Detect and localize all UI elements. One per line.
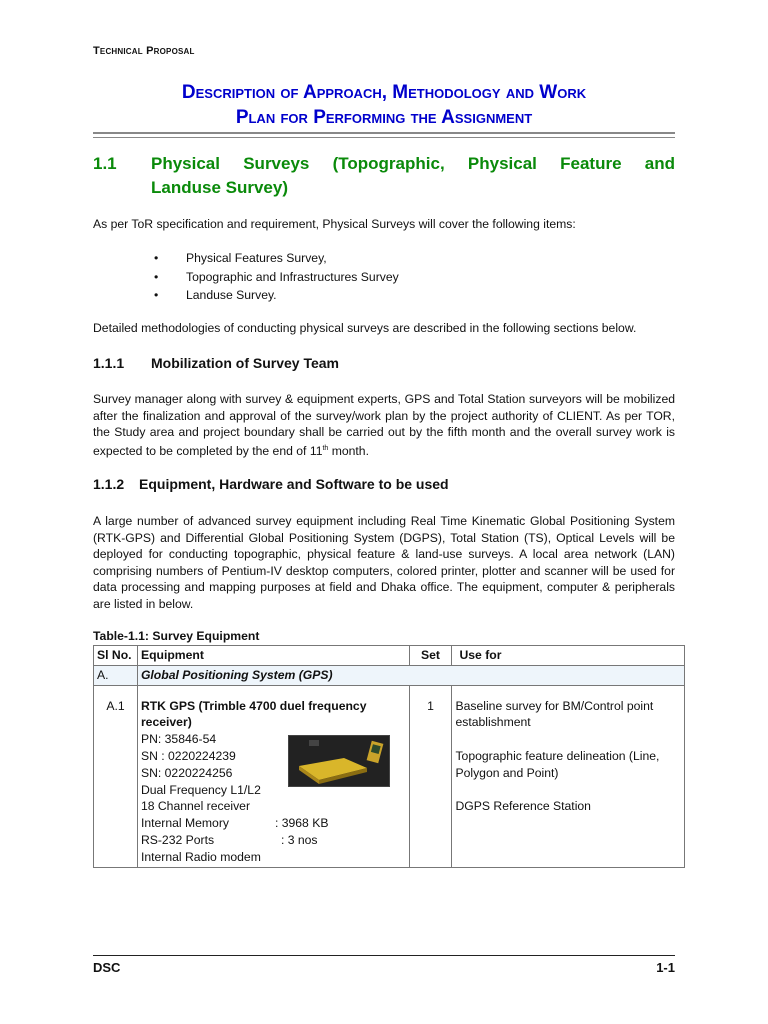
gps-receiver-image	[289, 736, 389, 786]
section-1-1-1-number: 1.1.1	[93, 355, 125, 371]
footer-page-number: 1-1	[656, 960, 675, 975]
section-1-1-number: 1.1	[93, 154, 117, 173]
superscript-th: th	[322, 444, 329, 452]
section-sl: A.	[94, 665, 138, 685]
mobilization-paragraph	[93, 391, 675, 459]
header-use-for: Use for	[452, 646, 685, 666]
page-title-line-2: Plan for Performing the Assignment	[235, 107, 533, 128]
gps-equipment-photo	[288, 735, 390, 787]
section-1-1-2-heading	[93, 476, 449, 492]
spec-line: SN: 0220224256	[140, 765, 233, 780]
spec-memory	[141, 815, 406, 832]
list-item: • Physical Features Survey,	[150, 249, 399, 268]
spec-line: PN: 35846-54	[140, 732, 217, 747]
page-title	[93, 80, 675, 130]
use-line: Baseline survey for BM/Control point establishment	[455, 698, 654, 730]
equipment-name: RTK GPS (Trimble 4700 duel frequency receiver)	[140, 698, 367, 730]
page-title-line-1: Description of Approach, Methodology and Work	[181, 82, 587, 103]
list-item: • Landuse Survey.	[150, 286, 399, 305]
section-label: Global Positioning System (GPS)	[137, 665, 684, 685]
header-set: Set	[409, 646, 452, 666]
spec-line: SN : 0220224239	[140, 748, 236, 763]
list-item: • Topographic and Infrastructures Survey	[150, 268, 399, 287]
use-line: Topographic feature delineation (Line, Polygon and Point)	[455, 748, 660, 780]
footer-left: DSC	[93, 960, 121, 975]
row-sl: A.1	[94, 685, 138, 867]
spec-ports-label: RS-232 Ports	[140, 832, 215, 847]
spec-ports	[141, 832, 406, 849]
spec-line: Internal Radio modem	[140, 849, 261, 864]
spec-line: Dual Frequency L1/L2	[140, 782, 261, 797]
running-header: Technical Proposal	[93, 45, 195, 57]
page-footer	[93, 955, 675, 976]
section-1-1-title-line-2: Landuse Survey)	[151, 178, 288, 197]
spec-ports-value: : 3 nos	[280, 832, 318, 847]
row-set: 1	[409, 685, 452, 867]
header-sl-no: Sl No.	[94, 646, 138, 666]
section-1-1-title-line-1: Physical Surveys (Topographic, Physical Feature and	[151, 154, 675, 173]
equipment-paragraph: A large number of advanced survey equipment including Real Time Kinematic Global Positioning System (RTK-GPS) and Differential Global Positioning System (DGPS), Total Station (TS), Optical Levels will be deployed for conducting topographic, physical feature & land-use surveys. A local area network (LAN) comprising numbers of Pentium-IV desktop computers, colored printer, plotter and scanner will be used for data processing and mapping purposes at field and Dhaka office. The equipment, computer & peripherals are listed in below.	[93, 514, 675, 611]
section-1-1-1-heading	[93, 355, 339, 371]
mobilization-text-end: month.	[328, 443, 369, 458]
row-use-cell	[452, 685, 685, 867]
section-1-1-1-title: Mobilization of Survey Team	[151, 355, 339, 371]
table-section-row	[94, 665, 685, 685]
spec-memory-label: Internal Memory	[140, 816, 229, 831]
intro-paragraph: As per ToR specification and requirement, Physical Surveys will cover the following items:	[93, 217, 576, 231]
spec-memory-value: : 3968 KB	[274, 816, 329, 831]
header-equipment: Equipment	[137, 646, 409, 666]
detail-paragraph: Detailed methodologies of conducting physical surveys are described in the following sections below.	[93, 321, 637, 335]
section-1-1-2-title: Equipment, Hardware and Software to be used	[139, 476, 449, 492]
survey-items-list	[150, 249, 399, 305]
mobilization-text: Survey manager along with survey & equipment experts, GPS and Total Station surveyors will be mobilized after the finalization and approval of the survey/work plan by the project authority of CLIENT. As per TOR, the Study area and project boundary shall be carried out by the fifth month and the overall survey work is expected to be completed by the end of 11	[93, 392, 675, 458]
spec-line: 18 Channel receiver	[140, 799, 251, 814]
title-divider	[93, 132, 675, 138]
use-line: DGPS Reference Station	[455, 799, 591, 814]
section-1-1-2-number: 1.1.2	[93, 476, 125, 492]
table-caption: Table-1.1: Survey Equipment	[93, 629, 260, 643]
table-header-row	[94, 646, 685, 666]
